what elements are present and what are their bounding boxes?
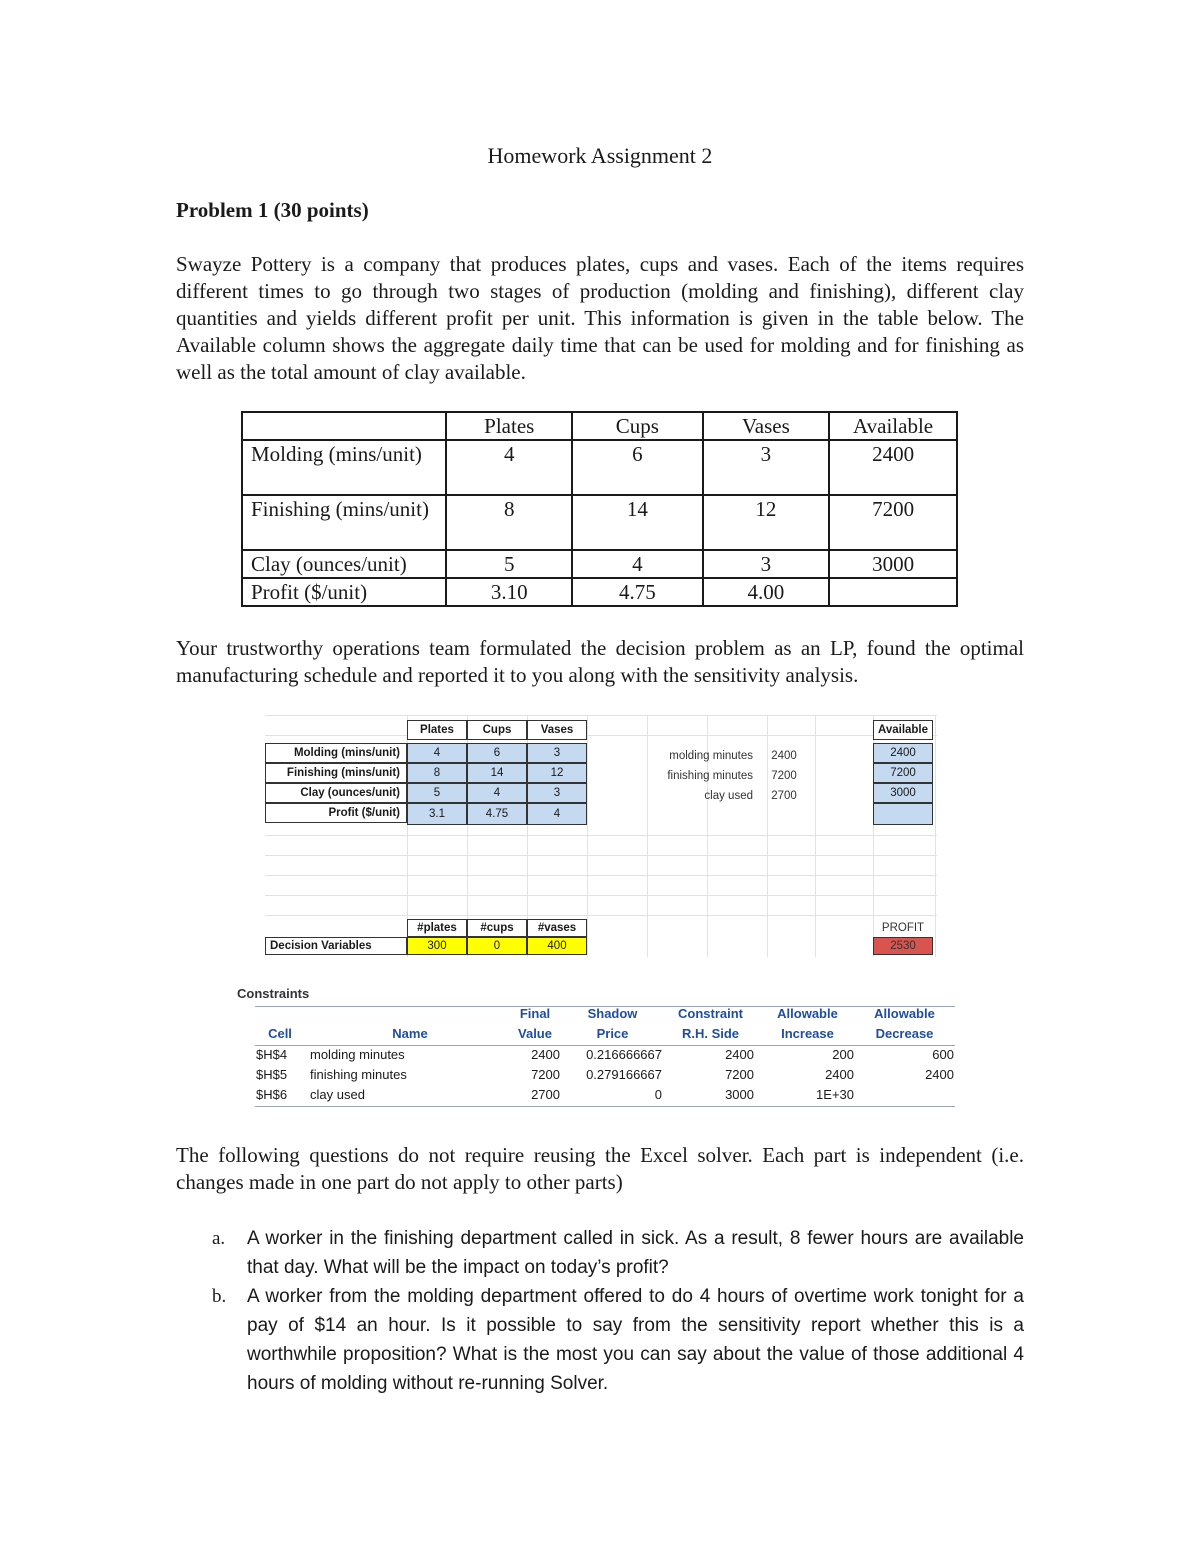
- report-cell-ref: $H$5: [256, 1067, 288, 1082]
- excel-available-cell: [873, 803, 933, 825]
- report-header-decrease: Decrease: [875, 1026, 934, 1041]
- report-final: 7200: [531, 1067, 560, 1082]
- excel-cell: 14: [467, 763, 527, 783]
- dv-label: Decision Variables: [265, 937, 407, 955]
- table-cell: 3000: [829, 550, 957, 578]
- excel-cell: 4.75: [467, 803, 527, 825]
- dv-plates-value: 300: [407, 937, 467, 955]
- excel-header-cups: Cups: [467, 720, 527, 740]
- profit-label: PROFIT: [881, 922, 925, 934]
- table-header-cell: Cups: [572, 412, 703, 440]
- dv-header-cups: #cups: [467, 919, 527, 937]
- table-row: [242, 440, 957, 495]
- intro-paragraph: Swayze Pottery is a company that produces plates, cups and vases. Each of the items requires different times to go through two stages of production (molding and finishing), different clay quantities and yields different profit per unit. This information is given in the table below. The Available column shows the aggregate daily time that can be used for molding and for finishing as well as the total amount of clay available.: [176, 252, 1024, 384]
- report-rhs: 7200: [725, 1067, 754, 1082]
- table-header-cell: [242, 412, 446, 440]
- report-shadow: 0.279166667: [586, 1067, 662, 1082]
- question-text: A worker from the molding department offered to do 4 hours of overtime work tonight for a pay of $14 an hour. Is it possible to say from the sensitivity report whether this is a worthwhile proposition? What is the most you can say about the value of those additional 4 hours of molding without re-running Solver.: [247, 1286, 1024, 1394]
- row-label: Finishing (mins/unit): [242, 495, 446, 550]
- table-cell: 8: [446, 495, 572, 550]
- report-header-shadow: Price: [596, 1026, 629, 1041]
- report-header-constraint: R.H. Side: [681, 1026, 740, 1041]
- table-cell: 4: [572, 550, 703, 578]
- row-label: Molding (mins/unit): [242, 440, 446, 495]
- excel-cell: 5: [407, 783, 467, 803]
- report-header-constraint: Constraint: [678, 1006, 743, 1021]
- table-cell: [829, 578, 957, 606]
- excel-available-cell: 3000: [873, 783, 933, 803]
- report-name: molding minutes: [310, 1047, 405, 1062]
- excel-cell: 6: [467, 743, 527, 763]
- excel-cell: 4: [527, 803, 587, 825]
- dv-header-vases: #vases: [527, 919, 587, 937]
- report-name: finishing minutes: [310, 1067, 407, 1082]
- report-header-rule: [255, 1045, 955, 1046]
- table-cell: 4.00: [703, 578, 830, 606]
- table-header-cell: Vases: [703, 412, 830, 440]
- report-header-name: Name: [392, 1026, 428, 1041]
- table-cell: 12: [703, 495, 830, 550]
- table-cell: 3: [703, 550, 830, 578]
- question-letter: a.: [212, 1228, 226, 1249]
- excel-constraint-name: molding minutes: [669, 750, 753, 762]
- table-row: [242, 495, 957, 550]
- report-header-increase: Increase: [781, 1026, 834, 1041]
- dv-vases-value: 400: [527, 937, 587, 955]
- report-final: 2700: [531, 1087, 560, 1102]
- report-header-increase: Allowable: [777, 1006, 838, 1021]
- report-decrease: 2400: [925, 1067, 954, 1082]
- table-row: [242, 578, 957, 606]
- table-cell: 3.10: [446, 578, 572, 606]
- report-increase: 2400: [825, 1067, 854, 1082]
- report-section-title: Constraints: [237, 986, 310, 1001]
- row-label: Profit ($/unit): [242, 578, 446, 606]
- report-increase: 200: [832, 1047, 854, 1062]
- report-shadow: 0: [654, 1087, 662, 1102]
- excel-row-label: Molding (mins/unit): [265, 743, 407, 763]
- report-cell-ref: $H$6: [256, 1087, 288, 1102]
- profit-value: 2530: [873, 937, 933, 955]
- excel-available-cell: 7200: [873, 763, 933, 783]
- report-header-final: Final: [519, 1006, 551, 1021]
- table-cell: 2400: [829, 440, 957, 495]
- report-bottom-rule: [255, 1106, 955, 1107]
- dv-cups-value: 0: [467, 937, 527, 955]
- problem-heading: Problem 1 (30 points): [176, 198, 369, 222]
- report-name: clay used: [310, 1087, 365, 1102]
- table-header-cell: Plates: [446, 412, 572, 440]
- excel-cell: 8: [407, 763, 467, 783]
- row-label: Clay (ounces/unit): [242, 550, 446, 578]
- report-rhs: 3000: [725, 1087, 754, 1102]
- data-table: [241, 411, 958, 607]
- report-decrease: 600: [932, 1047, 954, 1062]
- question-a: [212, 1224, 1024, 1282]
- report-cell-ref: $H$4: [256, 1047, 288, 1062]
- team-paragraph: Your trustworthy operations team formulated the decision problem as an LP, found the optimal manufacturing schedule and reported it to you along with the sensitivity analysis.: [176, 636, 1024, 687]
- excel-constraint-used: 2400: [771, 750, 797, 762]
- excel-row-label: Finishing (mins/unit): [265, 763, 407, 783]
- question-b: [212, 1282, 1024, 1398]
- excel-cell: 12: [527, 763, 587, 783]
- excel-constraint-used: 7200: [771, 770, 797, 782]
- excel-row-label: Profit ($/unit): [265, 803, 407, 823]
- table-cell: 4.75: [572, 578, 703, 606]
- report-shadow: 0.216666667: [586, 1047, 662, 1062]
- question-letter: b.: [212, 1286, 227, 1307]
- report-header-cell: Cell: [268, 1026, 292, 1041]
- excel-constraint-name: finishing minutes: [667, 770, 753, 782]
- excel-constraint-name: clay used: [704, 790, 753, 802]
- excel-header-available: Available: [873, 720, 933, 740]
- table-cell: 6: [572, 440, 703, 495]
- table-cell: 5: [446, 550, 572, 578]
- table-header-row: [242, 412, 957, 440]
- following-paragraph: The following questions do not require reusing the Excel solver. Each part is independent (i.e. changes made in one part do not apply to other parts): [176, 1143, 1024, 1194]
- excel-cell: 3.1: [407, 803, 467, 825]
- document-title: Homework Assignment 2: [487, 143, 713, 168]
- excel-row-label: Clay (ounces/unit): [265, 783, 407, 803]
- report-header-shadow: Shadow: [587, 1006, 638, 1021]
- excel-cell: 3: [527, 743, 587, 763]
- report-header-decrease: Allowable: [874, 1006, 935, 1021]
- question-text: A worker in the finishing department called in sick. As a result, 8 fewer hours are available that day. What will be the impact on today’s profit?: [247, 1228, 1024, 1278]
- table-cell: 14: [572, 495, 703, 550]
- table-cell: 4: [446, 440, 572, 495]
- report-rhs: 2400: [725, 1047, 754, 1062]
- excel-cell: 4: [407, 743, 467, 763]
- excel-constraint-used: 2700: [771, 790, 797, 802]
- excel-cell: 4: [467, 783, 527, 803]
- table-header-cell: Available: [829, 412, 957, 440]
- report-header-final: Value: [518, 1026, 552, 1041]
- excel-cell: 3: [527, 783, 587, 803]
- report-increase: 1E+30: [816, 1087, 854, 1102]
- dv-header-plates: #plates: [407, 919, 467, 937]
- excel-header-plates: Plates: [407, 720, 467, 740]
- excel-header-vases: Vases: [527, 720, 587, 740]
- excel-available-cell: 2400: [873, 743, 933, 763]
- table-cell: 3: [703, 440, 830, 495]
- table-row: [242, 550, 957, 578]
- table-cell: 7200: [829, 495, 957, 550]
- report-final: 2400: [531, 1047, 560, 1062]
